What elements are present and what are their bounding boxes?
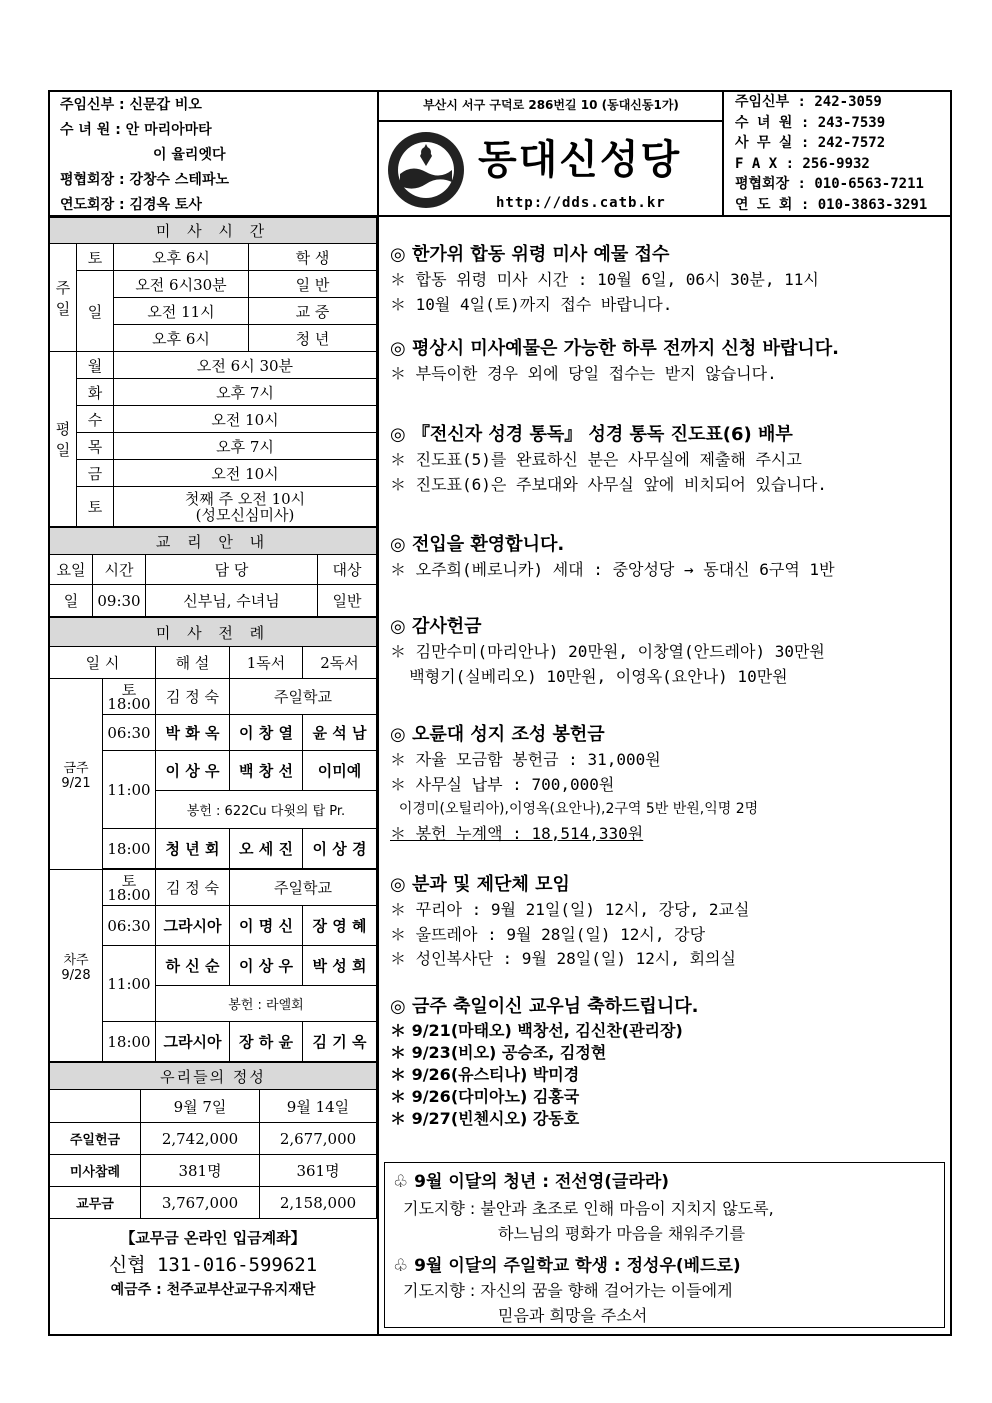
weekday-label: 평일 xyxy=(50,352,77,527)
sunday-label: 주일 xyxy=(50,244,77,352)
announcement-8: ◎ 금주 축일이신 교우님 축하드립니다. ＊ 9/21(마태오) 백창선, 김신찬(관리장) ＊ 9/23(비오) 공승조, 김정현 ＊ 9/26(유스티나) 박미경 ＊ 9/26(다미아노) 김홍국 ＊ 9/27(빈첸시오) 강동호 xyxy=(390,996,699,1128)
mass-times-table: 미 사 시 간 주일 토 오후 6시 학 생 일 오전 6시30분 일 반 오전 11시 교 중 오후 6시 청 년 평일 월 오전 6시 30분 화 오후 7시 수 오전 10시 목 오후 7시 금 오전 10시 토 첫째 주 오전 10시 (성모신심미사) xyxy=(49,217,377,527)
announcement-3: ◎ 『전신자 성경 통독』 성경 통독 진도표(6) 배부 ＊ 진도표(5)를 완료하신 분은 사무실에 제출해 주시고 ＊ 진도표(6)은 주보대와 사무실 앞에 비치되어 있습니다. xyxy=(390,424,827,494)
header-left-info: 주임신부 : 신문갑 비오 수 녀 원 : 안 마리아마타 이 율리엣다 평협회장 : 강창수 스테파노 연도회장 : 김경옥 토사 xyxy=(60,97,229,213)
account-info: 【교무금 온라인 입금계좌】 신협 131-016-599621 예금주 : 천주교부산교구유지재단 xyxy=(108,1229,318,1298)
liturgy-table: 미 사 전 례 일 시 해 설 1독서 2독서 금주 9/21 토 18:00 김 정 숙 주일학교 06:30 박 화 옥 이 창 열 윤 석 남 11:00 이 상 우 백 창 선 이미예 봉헌 : 622Cu 다윗의 탑 Pr. 18:00 청 년 회 오 세 진 이 상 경 차주 9/28 토 18:00 김 정 숙 주일학교 06:30 그라시아 이 명 신 장 영 혜 11:00 하 신 순 이 상 우 박 성 희 봉헌 : 라엘회 18:00 그라시아 장 하 윤 김 기 옥 xyxy=(49,617,377,1062)
announcement-2: ◎ 평상시 미사예물은 가능한 하루 전까지 신청 바랍니다. ＊ 부득이한 경우 외에 당일 접수는 받지 않습니다. xyxy=(390,338,839,383)
church-name: 동대신성당 xyxy=(478,137,682,183)
announcements xyxy=(390,242,950,1130)
church-logo-icon xyxy=(386,130,466,210)
offering-table: 우리들의 정성 9월 7일 9월 14일 주일헌금 2,742,000 2,677,000 미사참례 381명 361명 교무금 3,767,000 2,158,000 xyxy=(49,1062,377,1219)
announcement-4: ◎ 전입을 환영합니다. ＊ 오주희(베로니카) 세대 : 중앙성당 → 동대신 6구역 1반 xyxy=(390,534,835,579)
announcement-7: ◎ 분과 및 제단체 모임 ＊ 꾸리아 : 9월 21일(일) 12시, 강당, 2교실 ＊ 울뜨레아 : 9월 28일(일) 12시, 강당 ＊ 성인복사단 : 9월 28일(일) 12시, 회의실 xyxy=(390,874,750,968)
address: 부산시 서구 구덕로 286번길 10 (동대신동1가) xyxy=(423,98,679,112)
announcement-1: ◎ 한가위 합동 위령 미사 예물 접수 ＊ 합동 위령 미사 시간 : 10월 6일, 06시 30분, 11시 ＊ 10월 4일(토)까지 접수 바랍니다. xyxy=(390,244,819,314)
prayer-box: ♧ 9월 이달의 청년 : 전선영(글라라) 기도지향 : 불안과 초조로 인해 마음이 지치지 않도록, 하느님의 평화가 마음을 채워주기를 ♧ 9월 이달의 주일학교 학생 : 정성우(베드로) 기도지향 : 자신의 꿈을 향해 걸어가는 이들에게 믿음과 희망을 주소서 xyxy=(384,1162,945,1328)
church-url[interactable]: http://dds.catb.kr xyxy=(496,195,666,211)
header-contacts: 주임신부 : 242-3059 수 녀 원 : 243-7539 사 무 실 : 242-7572 F A X : 256-9932 평협회장 : 010-6563-7211 연 도 회 : 010-3863-3291 xyxy=(735,94,928,213)
catechism-table: 교 리 안 내 요일 시간 담 당 대상 일 09:30 신부님, 수녀님 일반 xyxy=(49,527,377,617)
announcement-5: ◎ 감사헌금 ＊ 김만수미(마리안나) 20만원, 이창열(안드레아) 30만원 백형기(실베리오) 10만원, 이영옥(요안나) 10만원 xyxy=(390,616,825,686)
announcement-6: ◎ 오륜대 성지 조성 봉헌금 ＊ 자율 모금함 봉헌금 : 31,000원 ＊ 사무실 납부 : 700,000원 이경미(오틸리아),이영옥(요안나),2구역 5반 반원,익명 2명 ＊ 봉헌 누계액 : 18,514,330원 xyxy=(390,724,759,843)
